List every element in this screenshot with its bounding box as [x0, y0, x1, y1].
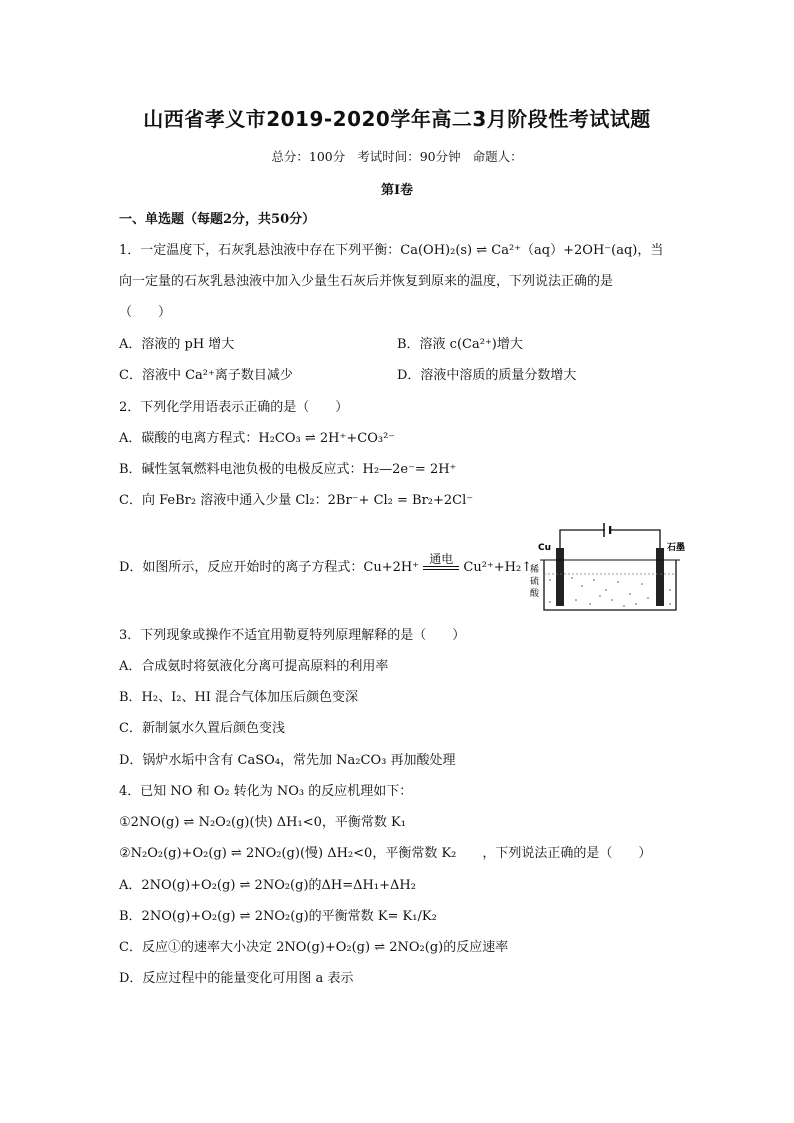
q3-stem: 3．下列现象或操作不适宜用勒夏特列原理解释的是（ ）	[119, 628, 466, 643]
acid-label-3: 酸	[530, 589, 540, 599]
q4-reaction-1: ①2NO(g) ⇌ N₂O₂(g)(快) ΔH₁<0，平衡常数 K₁	[119, 815, 406, 830]
acid-solution	[549, 577, 671, 607]
q1-stem-line3: （ ）	[119, 305, 172, 320]
q2-option-a: A．碳酸的电离方程式：H₂CO₃ ⇌ 2H⁺+CO₃²⁻	[119, 431, 396, 446]
page-title: 山西省孝义市2019-2020学年高二3月阶段性考试试题	[143, 107, 651, 131]
q2-stem: 2．下列化学用语表示正确的是（ ）	[119, 400, 349, 415]
copper-electrode	[556, 548, 564, 606]
q2-option-c: C．向 FeBr₂ 溶液中通入少量 Cl₂：2Br⁻+ Cl₂ = Br₂+2Cl⁻	[119, 493, 474, 508]
q1-option-c: C．溶液中 Ca²⁺离子数目减少	[119, 368, 293, 383]
graphite-label: 石墨	[667, 543, 686, 553]
q1-stem-line2: 向一定量的石灰乳悬浊液中加入少量生石灰后并恢复到原来的温度，下列说法正确的是	[119, 274, 614, 289]
q4-option-d: D．反应过程中的能量变化可用图 a 表示	[119, 971, 354, 986]
acid-label-2: 硫	[530, 577, 540, 587]
q2-option-b: B．碱性氢氧燃料电池负极的电极反应式：H₂—2e⁻= 2H⁺	[119, 462, 457, 477]
q3-option-c: C．新制氯水久置后颜色变浅	[119, 721, 285, 736]
q4-option-a: A．2NO(g)+O₂(g) ⇌ 2NO₂(g)的ΔH=ΔH₁+ΔH₂	[119, 878, 416, 893]
q1-option-d: D．溶液中溶质的质量分数增大	[397, 368, 577, 383]
q2-option-d-right: Cu²⁺+H₂↑	[463, 560, 533, 575]
graphite-electrode	[656, 548, 664, 606]
exam-meta	[0, 147, 794, 165]
q1-stem-line1: 1．一定温度下，石灰乳悬浊液中存在下列平衡：Ca(OH)₂(s) ⇌ Ca²⁺（aq）+2OH⁻(aq)，当	[119, 243, 664, 258]
q1-option-b: B．溶液 c(Ca²⁺)增大	[397, 337, 523, 352]
exam-time: 考试时间：90分钟	[357, 149, 461, 164]
q4-option-b: B．2NO(g)+O₂(g) ⇌ 2NO₂(g)的平衡常数 K= K₁/K₂	[119, 909, 437, 924]
total-score: 总分：100分	[271, 149, 346, 164]
q2-option-d	[119, 552, 533, 575]
acid-label-1: 稀	[530, 565, 540, 575]
volume-heading: 第I卷	[380, 183, 414, 198]
q3-option-b: B．H₂、I₂、HI 混合气体加压后颜色变深	[119, 690, 359, 705]
copper-label: Cu	[538, 543, 552, 553]
q2-option-d-left: D．如图所示，反应开始时的离子方程式：Cu+2H⁺	[119, 560, 420, 575]
q4-option-c: C．反应①的速率大小决定 2NO(g)+O₂(g) ⇌ 2NO₂(g)的反应速率	[119, 940, 509, 955]
electrolysis-arrow	[423, 552, 459, 575]
q3-option-a: A．合成氨时将氨液化分离可提高原料的利用率	[119, 659, 389, 674]
q4-reaction-2: ②N₂O₂(g)+O₂(g) ⇌ 2NO₂(g)(慢) ΔH₂<0，平衡常数 K₂ ，下列说法正确的是（ ）	[119, 846, 652, 861]
electrolysis-condition: 通电	[429, 552, 454, 566]
electrolysis-cell-diagram	[530, 520, 690, 620]
q4-stem: 4．已知 NO 和 O₂ 转化为 NO₃ 的反应机理如下：	[119, 784, 413, 799]
section-heading: 一、单选题（每题2分，共50分）	[119, 212, 316, 227]
q1-option-a: A．溶液的 pH 增大	[119, 337, 235, 352]
author: 命题人：	[472, 149, 523, 164]
q3-option-d: D．锅炉水垢中含有 CaSO₄，常先加 Na₂CO₃ 再加酸处理	[119, 753, 456, 768]
